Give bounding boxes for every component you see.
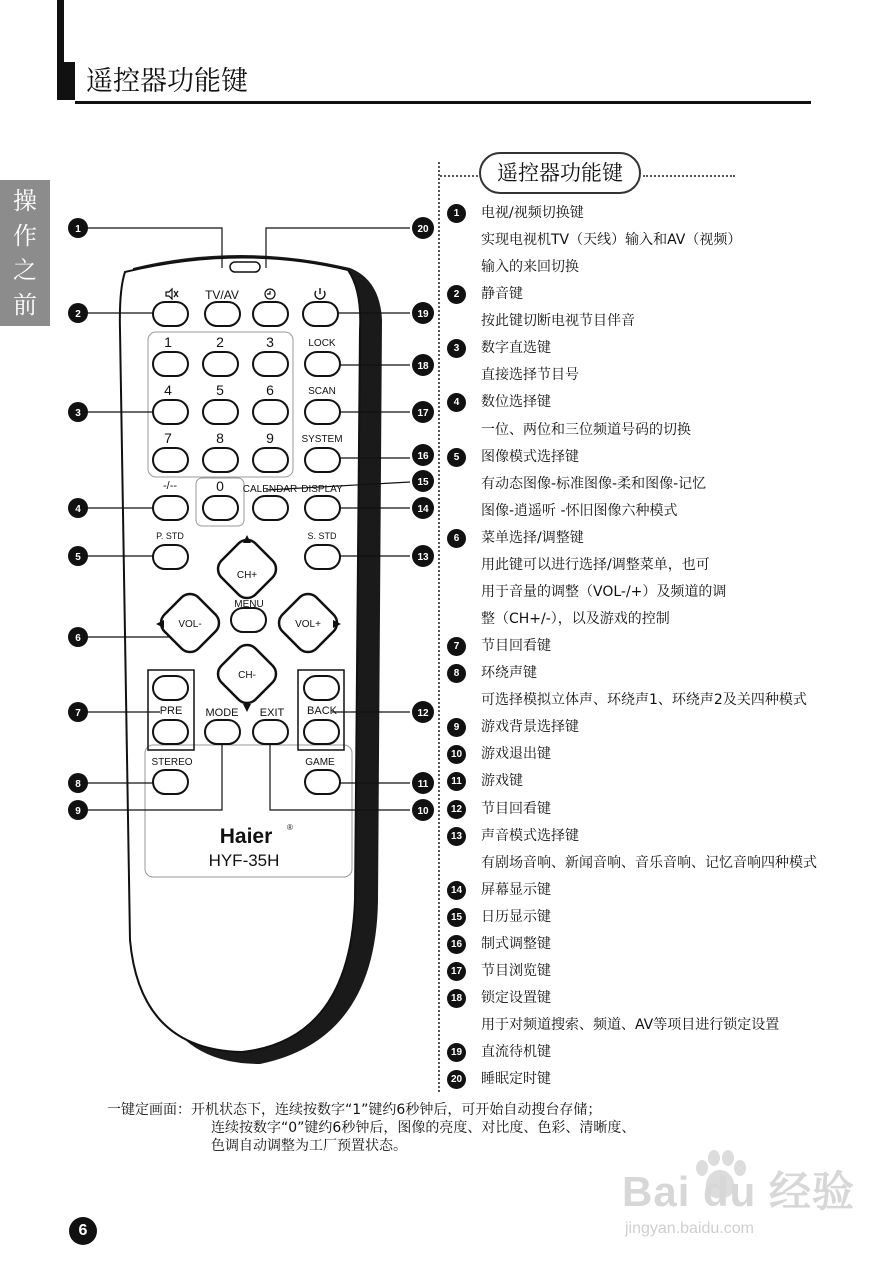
pre-key-top: [153, 676, 188, 700]
digit-label: 3: [266, 334, 274, 350]
function-number: 8: [447, 664, 466, 683]
back-label: BACK: [307, 705, 337, 717]
digit-label: 1: [164, 334, 172, 350]
exit-key: [253, 720, 288, 744]
function-description: 按此键切断电视节目伴音: [481, 313, 635, 330]
section-title: 遥控器功能键: [479, 152, 641, 194]
function-name: 游戏退出键: [481, 746, 551, 763]
callout-number: 3: [75, 408, 81, 419]
back-key-bottom: [304, 720, 339, 744]
function-description: 用此键可以进行选择/调整菜单，也可: [481, 556, 710, 573]
function-description: 输入的来回切换: [481, 259, 579, 276]
exit-label: EXIT: [259, 707, 285, 719]
callout-number: 20: [417, 224, 429, 235]
dash-key: [153, 496, 188, 520]
function-number: 9: [447, 718, 466, 737]
sstd-key: [305, 545, 340, 569]
model-label: HYF-35H: [208, 851, 280, 870]
game-label: GAME: [305, 757, 335, 768]
function-description: 实现电视机TV（天线）输入和AV（视频）: [481, 232, 742, 249]
power-key: [303, 302, 338, 326]
system-label: SYSTEM: [301, 434, 343, 445]
function-name: 数字直选键: [481, 340, 551, 357]
note-line-1: 一键定画面：开机状态下，连续按数字“1”键约6秒钟后，可开始自动搜台存储；: [107, 1102, 602, 1118]
function-number: 20: [447, 1070, 466, 1089]
function-name: 节目回看键: [481, 638, 551, 655]
note-line-3: 色调自动调整为工厂预置状态。: [211, 1138, 407, 1154]
callout-number: 7: [75, 708, 81, 719]
callout-number: 5: [75, 552, 81, 563]
digit-key: [253, 400, 288, 424]
menu-key: [231, 608, 266, 632]
digit-label: 4: [164, 382, 172, 398]
callout-number: 18: [417, 361, 429, 372]
function-name: 电视/视频切换键: [481, 205, 584, 221]
function-name: 菜单选择/调整键: [481, 529, 584, 546]
function-number: 12: [447, 800, 466, 819]
mute-key: [153, 302, 188, 326]
game-key: [305, 770, 340, 794]
callout-number: 4: [75, 504, 81, 515]
function-description: 图像-逍遥听 -怀旧图像六种模式: [481, 502, 678, 519]
function-description: 直接选择节目号: [481, 367, 579, 384]
callout-number: 14: [417, 504, 429, 515]
display-label: DISPLAY: [301, 484, 343, 495]
dash-label: -/--: [162, 480, 178, 492]
digit-label: 7: [164, 430, 172, 446]
digit-label: 0: [216, 478, 224, 494]
digit-key: [203, 448, 238, 472]
watermark-logo: Bai du 经验: [622, 1168, 856, 1215]
registered-mark: ®: [287, 823, 293, 832]
back-key-top: [304, 676, 339, 700]
function-description: 有剧场音响、新闻音响、音乐音响、记忆音响四种模式: [481, 854, 817, 871]
function-name: 环绕声键: [481, 665, 537, 682]
function-description: 用于音量的调整（VOL-/+）及频道的调: [481, 583, 727, 600]
function-number: 6: [447, 529, 466, 548]
callout-number: 1: [75, 224, 81, 235]
column-divider: [438, 162, 440, 1092]
system-key: [305, 448, 340, 472]
function-name: 锁定设置键: [481, 990, 551, 1007]
note-line-2: 连续按数字“0”键约6秒钟后，图像的亮度、对比度、色彩、清晰度、: [211, 1120, 636, 1136]
scan-label: SCAN: [308, 386, 336, 397]
page-number: 6: [69, 1217, 97, 1245]
mode-label: MODE: [205, 707, 239, 719]
digit-label: 8: [216, 430, 224, 446]
tv-av-key: [205, 302, 240, 326]
function-number: 14: [447, 881, 466, 900]
function-name: 声音模式选择键: [481, 827, 579, 844]
function-number: 5: [447, 448, 466, 467]
sstd-label: S. STD: [307, 531, 337, 541]
function-number: 10: [447, 745, 466, 764]
digit-label: 9: [266, 430, 274, 446]
function-name: 图像模式选择键: [481, 448, 579, 465]
ch-plus-label: CH+: [236, 570, 258, 581]
function-name: 节目回看键: [481, 800, 551, 817]
menu-label: MENU: [234, 599, 264, 610]
lock-label: LOCK: [308, 338, 336, 349]
scan-key: [305, 400, 340, 424]
pre-label: PRE: [159, 705, 183, 717]
watermark-url: jingyan.baidu.com: [625, 1220, 754, 1237]
digit-label: 2: [216, 334, 224, 350]
digit-key: [203, 400, 238, 424]
side-tab-char: 前: [13, 290, 37, 319]
function-description: 一位、两位和三位频道号码的切换: [481, 421, 691, 438]
function-number: 1: [447, 204, 466, 223]
zero-key: [203, 496, 238, 520]
callout-number: 13: [417, 552, 429, 563]
vol-minus-label: VOL-: [178, 619, 202, 630]
function-number: 3: [447, 339, 466, 358]
vol-plus-label: VOL+: [295, 619, 321, 630]
digit-key: [203, 352, 238, 376]
callout-number: 15: [417, 477, 429, 488]
page-title: 遥控器功能键: [86, 66, 248, 97]
stereo-label: STEREO: [151, 757, 193, 768]
section-title-dots-left: [440, 175, 478, 177]
digit-key: [153, 400, 188, 424]
display-key: [305, 496, 340, 520]
function-number: 2: [447, 285, 466, 304]
calendar-label: CALENDAR: [242, 484, 298, 495]
digit-key: [153, 448, 188, 472]
callout-number: 10: [417, 806, 429, 817]
callout-number: 16: [417, 451, 429, 462]
side-tab-char: 操: [13, 187, 37, 216]
stereo-key: [153, 770, 188, 794]
function-number: 19: [447, 1043, 466, 1062]
section-title-dots-right: [643, 175, 735, 177]
calendar-key: [253, 496, 288, 520]
function-number: 11: [447, 772, 466, 791]
function-number: 4: [447, 393, 466, 412]
function-name: 数位选择键: [481, 394, 551, 411]
ch-minus-label: CH-: [238, 670, 256, 681]
callout-number: 11: [417, 779, 429, 790]
side-tab-char: 之: [13, 256, 37, 285]
function-number: 18: [447, 989, 466, 1008]
digit-label: 6: [266, 382, 274, 398]
function-number: 13: [447, 827, 466, 846]
mode-key: [205, 720, 240, 744]
callout-number: 2: [75, 309, 81, 320]
callout-number: 8: [75, 779, 81, 790]
callout-number: 17: [417, 408, 429, 419]
digit-key: [253, 448, 288, 472]
side-tab-char: 作: [13, 221, 37, 250]
function-name: 日历显示键: [481, 908, 551, 925]
callout-number: 19: [417, 309, 429, 320]
function-name: 睡眠定时键: [481, 1071, 551, 1088]
callout-number: 12: [417, 708, 429, 719]
lock-key: [305, 352, 340, 376]
callout-number: 6: [75, 633, 81, 644]
pstd-key: [153, 545, 188, 569]
function-name: 节目浏览键: [481, 962, 551, 979]
function-name: 制式调整键: [481, 935, 551, 952]
function-number: 15: [447, 908, 466, 927]
function-description: 有动态图像-标准图像-柔和图像-记忆: [481, 475, 707, 492]
pre-key-bottom: [153, 720, 188, 744]
callout-number: 9: [75, 806, 81, 817]
sleep-key: [253, 302, 288, 326]
function-name: 屏幕显示键: [481, 881, 551, 898]
function-number: 17: [447, 962, 466, 981]
function-name: 游戏键: [481, 773, 523, 790]
function-description: 用于对频道搜索、频道、AV等项目进行锁定设置: [481, 1017, 780, 1034]
digit-label: 5: [216, 382, 224, 398]
brand-logo: Haier: [219, 825, 273, 848]
digit-key: [253, 352, 288, 376]
function-name: 游戏背景选择键: [481, 719, 579, 736]
tv-av-label: TV/AV: [205, 288, 239, 302]
function-description: 整（CH+/-），以及游戏的控制: [481, 611, 670, 628]
remote-ir-window: [230, 262, 260, 272]
function-number: 16: [447, 935, 466, 954]
function-number: 7: [447, 637, 466, 656]
function-description: 可选择模拟立体声、环绕声1、环绕声2及关四种模式: [481, 692, 807, 709]
pstd-label: P. STD: [156, 531, 184, 541]
digit-key: [153, 352, 188, 376]
function-name: 直流待机键: [481, 1044, 551, 1061]
function-name: 静音键: [481, 286, 523, 303]
